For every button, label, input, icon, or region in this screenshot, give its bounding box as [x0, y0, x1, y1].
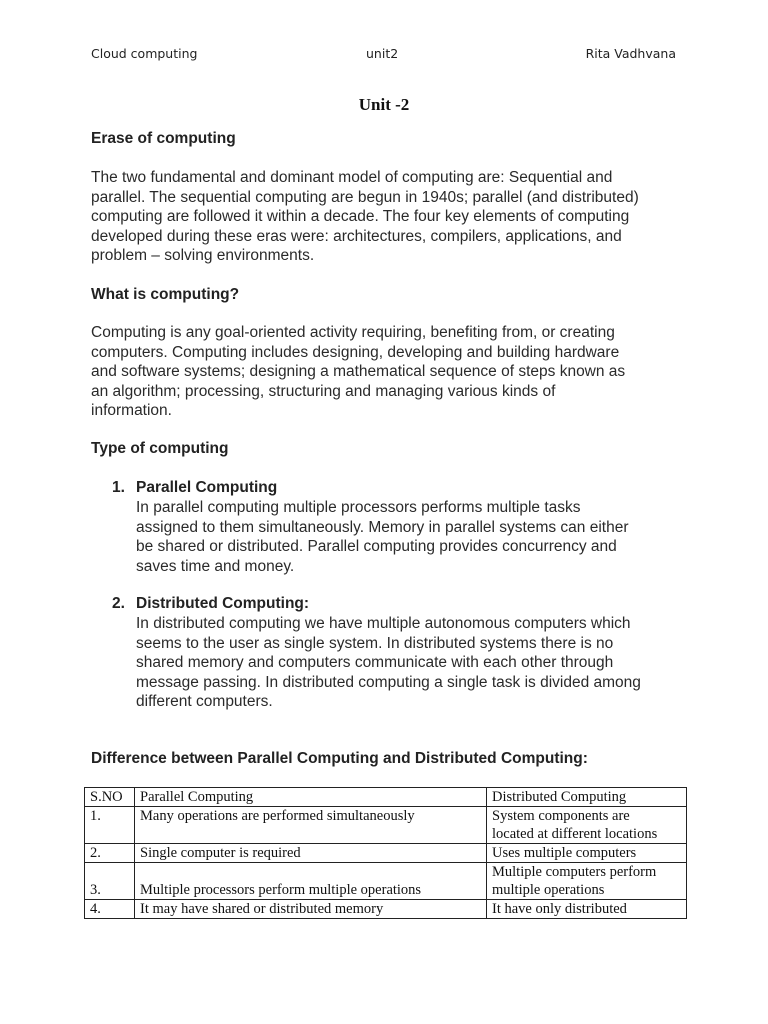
list-title: Parallel Computing	[136, 479, 278, 496]
text-line: In distributed computing we have multiple autonomous computers which	[136, 615, 631, 632]
heading-difference: Difference between Parallel Computing and Distributed Computing:	[91, 750, 588, 767]
cell-parallel: It may have shared or distributed memory	[135, 900, 487, 919]
comparison-table	[84, 787, 687, 919]
header-distributed: Distributed Computing	[487, 788, 687, 807]
text-line: The two fundamental and dominant model of computing are: Sequential and	[91, 169, 613, 186]
table-row	[85, 900, 687, 919]
text-line: message passing. In distributed computing a single task is divided among	[136, 673, 641, 691]
paragraph-what	[91, 323, 691, 421]
list-title: Distributed Computing:	[136, 595, 310, 612]
header-sno: S.NO	[85, 788, 135, 807]
table-row	[85, 844, 687, 863]
cell-parallel: Single computer is required	[135, 844, 487, 863]
list-body	[136, 498, 692, 576]
page-title: Unit -2	[358, 95, 410, 114]
text-line: saves time and money.	[136, 557, 295, 575]
text-line: computers. Computing includes designing, developing and building hardware	[91, 343, 620, 361]
text-line: developed during these eras were: architectures, compilers, applications, and	[91, 227, 622, 245]
header-parallel: Parallel Computing	[135, 788, 487, 807]
text-line: problem – solving environments.	[91, 247, 315, 264]
list-body	[136, 614, 692, 712]
list-number: 2.	[112, 595, 125, 612]
cell-distributed: Uses multiple computers	[487, 844, 687, 863]
text-line: and software systems; designing a mathematical sequence of steps known as	[91, 363, 626, 380]
text-line: shared memory and computers communicate with each other through	[136, 654, 614, 671]
text-line: Computing is any goal-oriented activity requiring, benefiting from, or creating	[91, 324, 615, 341]
text-line: parallel. The sequential computing are begun in 1940s; parallel (and distributed)	[91, 188, 639, 206]
cell-line: located at different locations	[492, 826, 658, 842]
cell-line: Multiple computers perform	[492, 864, 657, 880]
paragraph-erase	[91, 168, 691, 266]
heading-erase-of-computing: Erase of computing	[91, 130, 236, 147]
table-header-row	[85, 788, 687, 807]
heading-type-of-computing: Type of computing	[91, 440, 229, 457]
cell-sno: 4.	[85, 900, 135, 919]
cell-distributed	[487, 863, 687, 900]
cell-distributed: It have only distributed	[487, 900, 687, 919]
list-number: 1.	[112, 479, 125, 496]
header-author: Rita Vadhvana	[585, 46, 676, 61]
text-line: information.	[91, 402, 172, 419]
text-line: computing are followed it within a decade. The four key elements of computing	[91, 208, 630, 225]
header-unit: unit2	[366, 46, 399, 61]
cell-parallel: Multiple processors perform multiple operations	[135, 863, 487, 900]
text-line: different computers.	[136, 693, 273, 710]
heading-what-is-computing: What is computing?	[91, 286, 240, 303]
cell-parallel: Many operations are performed simultaneously	[135, 807, 487, 844]
text-line: seems to the user as single system. In distributed systems there is no	[136, 634, 614, 652]
cell-line: System components are	[492, 808, 630, 824]
cell-line: multiple operations	[492, 882, 605, 898]
text-line: be shared or distributed. Parallel computing provides concurrency and	[136, 538, 617, 555]
header-course: Cloud computing	[91, 46, 198, 61]
cell-sno: 2.	[85, 844, 135, 863]
text-line: assigned to them simultaneously. Memory in parallel systems can either	[136, 518, 629, 536]
cell-distributed	[487, 807, 687, 844]
text-line: an algorithm; processing, structuring and managing various kinds of	[91, 382, 556, 400]
table-row	[85, 863, 687, 900]
cell-sno: 3.	[85, 863, 135, 900]
text-line: In parallel computing multiple processors performs multiple tasks	[136, 499, 581, 516]
cell-sno: 1.	[85, 807, 135, 844]
table-row	[85, 807, 687, 844]
